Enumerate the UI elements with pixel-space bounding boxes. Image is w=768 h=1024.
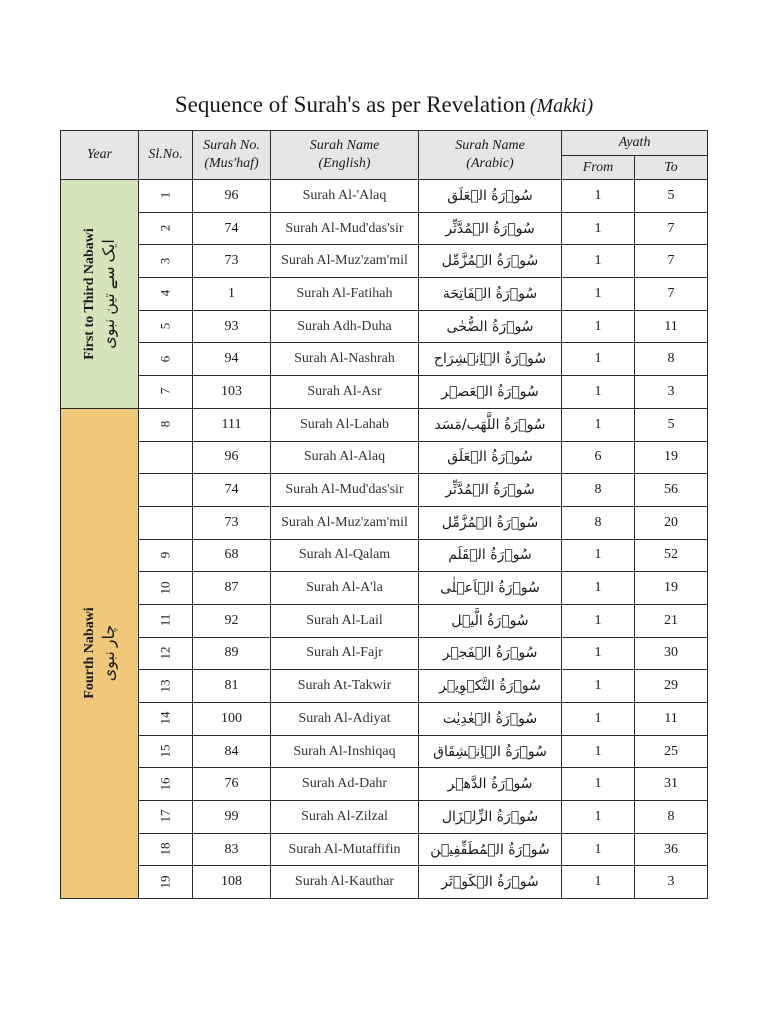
- ayath-to-cell: 19: [635, 572, 708, 605]
- surah-number-cell: 1: [193, 278, 271, 311]
- surah-name-english-cell: Surah Adh-Duha: [271, 310, 419, 343]
- surah-name-arabic-cell: سُوۡرَةُ الۡمُدَّثِّر: [419, 474, 562, 507]
- header-year: Year: [61, 131, 139, 180]
- header-from: From: [562, 156, 635, 180]
- ayath-from-cell: 1: [562, 866, 635, 899]
- ayath-from-cell: 1: [562, 180, 635, 213]
- surah-name-arabic-cell: سُوۡرَةُ الۡكَوۡثَر: [419, 866, 562, 899]
- ayath-to-cell: 7: [635, 278, 708, 311]
- surah-name-english-cell: Surah Al-Asr: [271, 376, 419, 409]
- surah-name-english-cell: Surah Al-Mud'das'sir: [271, 474, 419, 507]
- ayath-to-cell: 5: [635, 180, 708, 213]
- ayath-to-cell: 31: [635, 768, 708, 801]
- surah-name-arabic-cell: سُوۡرَةُ الۡعٰدِيٰت: [419, 703, 562, 736]
- surah-name-arabic-cell: سُوۡرَةُ الۡعَلَق: [419, 441, 562, 474]
- table-row: [61, 376, 708, 409]
- sl-number-cell: [139, 539, 193, 572]
- table-row: [61, 703, 708, 736]
- surah-name-arabic-cell: سُوۡرَةُ الزِّلۡزَال: [419, 801, 562, 834]
- surah-name-english-cell: Surah Al-Kauthar: [271, 866, 419, 899]
- table-row: [61, 310, 708, 343]
- surah-number-cell: 84: [193, 735, 271, 768]
- ayath-from-cell: 1: [562, 703, 635, 736]
- surah-name-english-cell: Surah Al-Fatihah: [271, 278, 419, 311]
- title-sub: (Makki): [529, 95, 594, 117]
- sl-number-cell: [139, 343, 193, 376]
- surah-number-cell: 89: [193, 637, 271, 670]
- table-row: [61, 278, 708, 311]
- table-row: [61, 637, 708, 670]
- sl-number-cell: [139, 670, 193, 703]
- sl-number-cell: [139, 506, 193, 539]
- surah-number-cell: 87: [193, 572, 271, 605]
- surah-name-english-cell: Surah Al-Fajr: [271, 637, 419, 670]
- sl-number-cell: [139, 637, 193, 670]
- surah-name-english-cell: Surah Al-Lahab: [271, 408, 419, 441]
- ayath-from-cell: 1: [562, 245, 635, 278]
- ayath-from-cell: 1: [562, 310, 635, 343]
- table-row: [61, 801, 708, 834]
- surah-number-cell: 68: [193, 539, 271, 572]
- sl-number: 5: [157, 322, 173, 330]
- ayath-from-cell: 1: [562, 735, 635, 768]
- sl-number-cell: [139, 180, 193, 213]
- header-name-english: [271, 131, 419, 180]
- surah-name-arabic-cell: سُوۡرَةُ الۡعَصۡر: [419, 376, 562, 409]
- sl-number: 12: [157, 646, 173, 660]
- ayath-to-cell: 7: [635, 212, 708, 245]
- period-cell: [61, 408, 139, 898]
- table-row: [61, 474, 708, 507]
- sl-number: 13: [157, 679, 173, 693]
- sl-number: 6: [157, 355, 173, 363]
- ayath-to-cell: 8: [635, 343, 708, 376]
- sl-number-cell: [139, 801, 193, 834]
- sl-number-cell: [139, 278, 193, 311]
- surah-number-cell: 76: [193, 768, 271, 801]
- surah-name-arabic-cell: سُوۡرَةُ الدَّهۡر: [419, 768, 562, 801]
- surah-name-arabic-cell: سُوۡرَةُ الۡاِنۡشِقَاق: [419, 735, 562, 768]
- surah-number-cell: 73: [193, 245, 271, 278]
- table-row: [61, 768, 708, 801]
- period-cell: [61, 180, 139, 409]
- ayath-to-cell: 8: [635, 801, 708, 834]
- surah-name-english-cell: Surah Al-Mud'das'sir: [271, 212, 419, 245]
- header-name-arabic-line1: Surah Name: [455, 138, 525, 153]
- surah-name-arabic-cell: سُوۡرَةُ الۡعَلَق: [419, 180, 562, 213]
- surah-number-cell: 74: [193, 474, 271, 507]
- header-to: To: [635, 156, 708, 180]
- ayath-to-cell: 36: [635, 833, 708, 866]
- ayath-to-cell: 3: [635, 866, 708, 899]
- sl-number-cell: [139, 572, 193, 605]
- surah-name-english-cell: Surah Al-'Alaq: [271, 180, 419, 213]
- period-label: [80, 608, 120, 699]
- ayath-from-cell: 1: [562, 801, 635, 834]
- sl-number-cell: [139, 768, 193, 801]
- sl-number: 1: [157, 192, 173, 199]
- table-row: [61, 539, 708, 572]
- ayath-to-cell: 20: [635, 506, 708, 539]
- sl-number-cell: [139, 408, 193, 441]
- period-label-urdu: ایک سے تین نبوی: [100, 239, 118, 349]
- sl-number-cell: [139, 212, 193, 245]
- ayath-to-cell: 52: [635, 539, 708, 572]
- ayath-from-cell: 1: [562, 539, 635, 572]
- sl-number-cell: [139, 310, 193, 343]
- surah-number-cell: 93: [193, 310, 271, 343]
- surah-name-english-cell: Surah Al-Nashrah: [271, 343, 419, 376]
- period-label-english: First to Third Nabawi: [81, 228, 97, 360]
- sl-number: 14: [157, 711, 173, 725]
- surah-number-cell: 99: [193, 801, 271, 834]
- surah-name-arabic-cell: سُوۡرَةُ الۡاِنۡشِرَاح: [419, 343, 562, 376]
- surah-name-arabic-cell: سُوۡرَةُ الۡمُدَّثِّر: [419, 212, 562, 245]
- period-label-english: Fourth Nabawi: [81, 607, 97, 700]
- surah-name-arabic-cell: سُوۡرَةُ الۡاَعۡلٰى: [419, 572, 562, 605]
- sl-number: 7: [157, 388, 173, 395]
- period-label-urdu: چار نبوی: [100, 625, 118, 682]
- sl-number: 10: [157, 581, 173, 595]
- surah-number-cell: 96: [193, 180, 271, 213]
- table-row: [61, 833, 708, 866]
- ayath-from-cell: 8: [562, 474, 635, 507]
- surah-name-arabic-cell: سُوۡرَةُ الۡمُزَّمِّل: [419, 245, 562, 278]
- surah-name-english-cell: Surah Al-Muz'zam'mil: [271, 506, 419, 539]
- sl-number-cell: [139, 474, 193, 507]
- surah-name-english-cell: Surah Al-Mutaffifin: [271, 833, 419, 866]
- ayath-to-cell: 5: [635, 408, 708, 441]
- ayath-from-cell: 1: [562, 670, 635, 703]
- sl-number: 17: [157, 809, 173, 823]
- surah-number-cell: 111: [193, 408, 271, 441]
- sl-number-cell: [139, 735, 193, 768]
- surah-number-cell: 73: [193, 506, 271, 539]
- surah-number-cell: 74: [193, 212, 271, 245]
- sl-number-cell: [139, 245, 193, 278]
- surah-name-english-cell: Surah Al-Lail: [271, 604, 419, 637]
- ayath-from-cell: 1: [562, 833, 635, 866]
- header-name-arabic: [419, 131, 562, 180]
- surah-name-arabic-cell: سُوۡرَةُ الضُّحٰى: [419, 310, 562, 343]
- surah-number-cell: 96: [193, 441, 271, 474]
- surah-number-cell: 81: [193, 670, 271, 703]
- surah-number-cell: 83: [193, 833, 271, 866]
- sl-number: 9: [157, 551, 173, 559]
- ayath-from-cell: 6: [562, 441, 635, 474]
- ayath-from-cell: 1: [562, 637, 635, 670]
- surah-name-english-cell: Surah Al-Adiyat: [271, 703, 419, 736]
- header-ayath: Ayath: [562, 131, 708, 156]
- ayath-to-cell: 25: [635, 735, 708, 768]
- ayath-from-cell: 1: [562, 343, 635, 376]
- sl-number-cell: [139, 604, 193, 637]
- ayath-to-cell: 56: [635, 474, 708, 507]
- surah-name-english-cell: Surah Al-A'la: [271, 572, 419, 605]
- sl-number: 16: [157, 777, 173, 791]
- ayath-from-cell: 1: [562, 604, 635, 637]
- table-row: [61, 245, 708, 278]
- sl-number: 15: [157, 744, 173, 758]
- sl-number-cell: [139, 376, 193, 409]
- surah-name-english-cell: Surah Al-Inshiqaq: [271, 735, 419, 768]
- table-row: [61, 866, 708, 899]
- table-row: [61, 180, 708, 213]
- surah-number-cell: 92: [193, 604, 271, 637]
- ayath-from-cell: 1: [562, 408, 635, 441]
- ayath-to-cell: 21: [635, 604, 708, 637]
- ayath-to-cell: 3: [635, 376, 708, 409]
- ayath-to-cell: 30: [635, 637, 708, 670]
- surah-name-arabic-cell: سُوۡرَةُ الۡقَلَم: [419, 539, 562, 572]
- period-label: [80, 228, 120, 360]
- ayath-from-cell: 1: [562, 376, 635, 409]
- header-surah-no-line2: (Mus'haf): [204, 156, 259, 171]
- title-main: Sequence of Surah's as per Revelation: [174, 92, 526, 117]
- surah-name-arabic-cell: سُوۡرَةُ الۡفَاتِحَة: [419, 278, 562, 311]
- sl-number-cell: [139, 833, 193, 866]
- sl-number: 4: [157, 290, 173, 297]
- sl-number: 8: [157, 420, 173, 428]
- ayath-from-cell: 1: [562, 768, 635, 801]
- surah-name-english-cell: Surah Al-Qalam: [271, 539, 419, 572]
- header-name-english-line2: (English): [318, 156, 371, 171]
- surah-name-arabic-cell: سُوۡرَةُ الَّيۡل: [419, 604, 562, 637]
- sl-number: 2: [157, 224, 173, 232]
- ayath-from-cell: 1: [562, 212, 635, 245]
- ayath-to-cell: 19: [635, 441, 708, 474]
- sl-number: 18: [157, 842, 173, 856]
- ayath-from-cell: 8: [562, 506, 635, 539]
- sl-number-cell: [139, 441, 193, 474]
- surah-number-cell: 100: [193, 703, 271, 736]
- table-body: [61, 180, 708, 899]
- table-row: [61, 604, 708, 637]
- sl-number-cell: [139, 703, 193, 736]
- table-row: [61, 343, 708, 376]
- sl-number: 19: [157, 875, 173, 889]
- table-row: [61, 572, 708, 605]
- table-row: [61, 670, 708, 703]
- surah-name-arabic-cell: سُوۡرَةُ اللَّهَب/مَسَد: [419, 408, 562, 441]
- sl-number: 11: [157, 614, 173, 627]
- revelation-table: [60, 130, 708, 899]
- ayath-to-cell: 7: [635, 245, 708, 278]
- header-name-english-line1: Surah Name: [309, 138, 380, 153]
- header-name-arabic-line2: (Arabic): [466, 156, 514, 171]
- surah-number-cell: 108: [193, 866, 271, 899]
- ayath-to-cell: 11: [635, 703, 708, 736]
- table-row: [61, 441, 708, 474]
- surah-number-cell: 94: [193, 343, 271, 376]
- surah-name-english-cell: Surah Al-Muz'zam'mil: [271, 245, 419, 278]
- surah-name-english-cell: Surah Ad-Dahr: [271, 768, 419, 801]
- surah-name-english-cell: Surah At-Takwir: [271, 670, 419, 703]
- page-title: [0, 92, 768, 118]
- surah-number-cell: 103: [193, 376, 271, 409]
- ayath-to-cell: 29: [635, 670, 708, 703]
- surah-name-english-cell: Surah Al-Alaq: [271, 441, 419, 474]
- sl-number: 3: [157, 257, 173, 264]
- table-row: [61, 735, 708, 768]
- header-surah-no: [193, 131, 271, 180]
- ayath-from-cell: 1: [562, 572, 635, 605]
- surah-name-arabic-cell: سُوۡرَةُ الۡمُزَّمِّل: [419, 506, 562, 539]
- surah-name-arabic-cell: سُوۡرَةُ الۡفَجۡر: [419, 637, 562, 670]
- table-row: [61, 408, 708, 441]
- ayath-to-cell: 11: [635, 310, 708, 343]
- sl-number-cell: [139, 866, 193, 899]
- ayath-from-cell: 1: [562, 278, 635, 311]
- surah-name-arabic-cell: سُوۡرَةُ التَّكۡوِيۡر: [419, 670, 562, 703]
- table-row: [61, 506, 708, 539]
- surah-name-english-cell: Surah Al-Zilzal: [271, 801, 419, 834]
- surah-name-arabic-cell: سُوۡرَةُ الۡمُطَفِّفِيۡن: [419, 833, 562, 866]
- header-slno: Sl.No.: [139, 131, 193, 180]
- header-surah-no-line1: Surah No.: [203, 138, 260, 153]
- table-row: [61, 212, 708, 245]
